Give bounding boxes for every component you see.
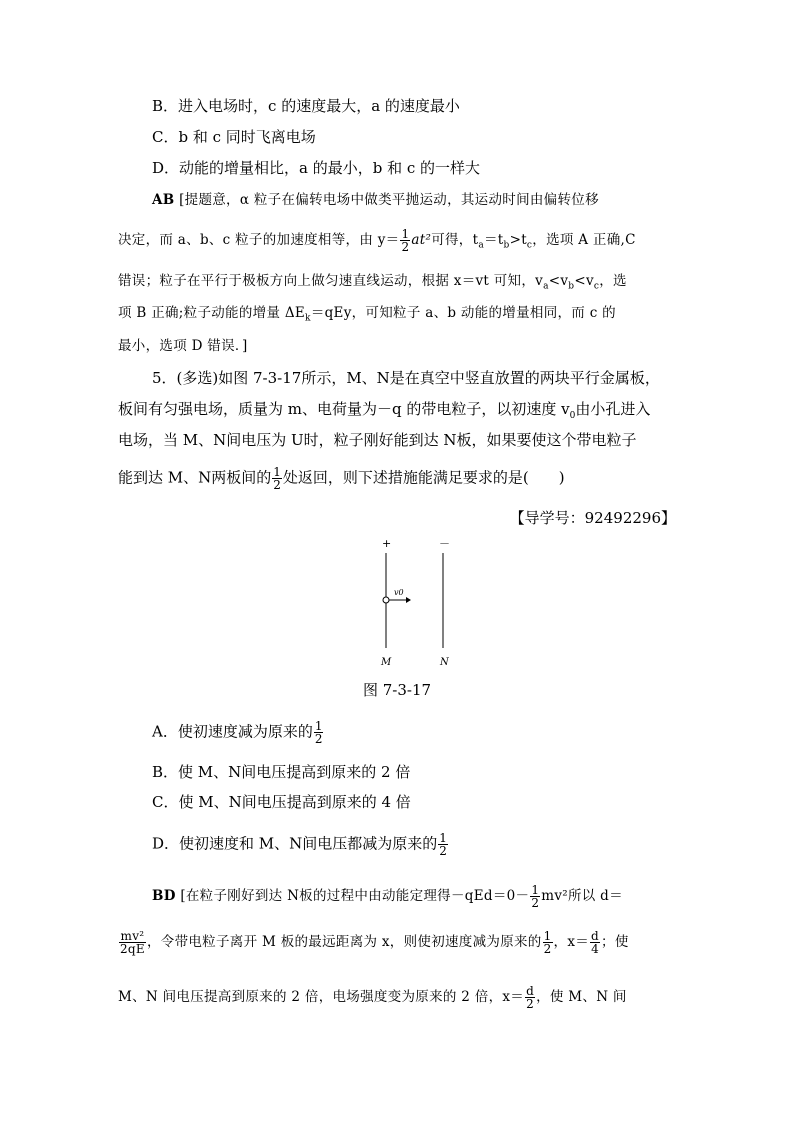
option-b-prev: B．进入电场时，c 的速度最大，a 的速度最小 xyxy=(152,97,460,115)
fraction-half: $\frac{1}{2}$ xyxy=(543,929,552,956)
prev-answer-line-5: 最小，选项 D 错误．] xyxy=(118,338,248,354)
guide-number: 【导学号：92492296】 xyxy=(509,509,676,527)
option-a: A．使初速度减为原来的 $\frac{1}{2}$ xyxy=(152,719,323,746)
question-5-line-2: 板间有匀强电场，质量为 m、电荷量为－q 的带电粒子，以初速度 $v_0$由小孔进入 xyxy=(118,400,651,421)
option-c: C．使 M、N间电压提高到原来的 4 倍 xyxy=(152,793,411,811)
plus-sign: + xyxy=(382,537,392,550)
figure-caption: 图 7-3-17 xyxy=(362,681,432,699)
fraction-half: $\frac{1}{2}$ xyxy=(401,227,410,254)
prev-answer-line-1: AB [提题意，α 粒子在偏转电场中做类平抛运动，其运动时间由偏转位移 xyxy=(152,192,599,208)
prev-answer-line-3: 错误；粒子在平行于极板方向上做匀速直线运动，根据 x＝vt 可知，$v_a<v_b<v_c$，选 xyxy=(118,273,627,292)
fraction-half: $\frac{1}{2}$ xyxy=(314,719,323,746)
arrow-head xyxy=(406,597,411,603)
option-c-prev: C．b 和 c 同时飞离电场 xyxy=(152,128,316,146)
question-5-line-3: 电场，当 M、N间电压为 U时，粒子刚好能到达 N板，如果要使这个带电粒子 xyxy=(118,431,637,449)
v0-label: v0 xyxy=(394,588,404,597)
label-n: N xyxy=(440,657,449,668)
answer-key: AB xyxy=(152,192,175,208)
question-5-line-4: 能到达 M、N两板间的 $\frac{1}{2}$ 处返回，则下述措施能满足要求的是( ) xyxy=(118,465,565,492)
answer-5-line-1: BD [在粒子刚好到达 N板的过程中由动能定理得－qEd＝0－ $\frac{1}{2}$ mv²所以 d＝ xyxy=(152,883,623,910)
fraction-half: $\frac{1}{2}$ xyxy=(273,465,281,492)
prev-answer-line-4: 项 B 正确;粒子动能的增量 $\Delta E_k=qEy$，可知粒子 a、b 动能的增量相同，而 c 的 xyxy=(118,305,616,324)
answer-5-line-2: $\frac{\text{mv²}}{2qE}$ ，令带电粒子离开 M 板的最远距离为 x，则使初速度减为原来的 $\frac{1}{2}$ ，x＝ $\frac{d}{4}$ ；使 xyxy=(120,929,629,956)
capacitor-figure xyxy=(370,535,480,670)
fraction-d-2: $\frac{d}{2}$ xyxy=(526,984,535,1011)
answer-5-line-3: M、N 间电压提高到原来的 2 倍，电场强度变为原来的 2 倍，x＝ $\frac{d}{2}$ ，使 M、N 间 xyxy=(118,984,627,1011)
particle xyxy=(383,597,389,603)
fraction-d-formula: $\frac{\text{mv²}}{2qE}$ xyxy=(120,929,145,956)
minus-sign: － xyxy=(439,537,450,550)
question-5-line-1: 5．(多选)如图 7-3-17所示，M、N是在真空中竖直放置的两块平行金属板， xyxy=(152,369,660,387)
fraction-d-4: $\frac{d}{4}$ xyxy=(591,929,600,956)
option-b: B．使 M、N间电压提高到原来的 2 倍 xyxy=(152,763,411,781)
option-d: D．使初速度和 M、N间电压都减为原来的 $\frac{1}{2}$ xyxy=(152,831,447,858)
fraction-half: $\frac{1}{2}$ xyxy=(439,831,447,858)
fraction-half: $\frac{1}{2}$ xyxy=(531,883,540,910)
answer-key: BD xyxy=(152,888,176,904)
option-d-prev: D．动能的增量相比，a 的最小，b 和 c 的一样大 xyxy=(152,159,481,177)
label-m: M xyxy=(381,657,392,668)
prev-answer-line-2: 决定，而 a、b、c 粒子的加速度相等，由 y＝ $\frac{1}{2}$ at²可得，$t_a=t_b>t_c$，选项 A 正确,C xyxy=(118,227,636,254)
